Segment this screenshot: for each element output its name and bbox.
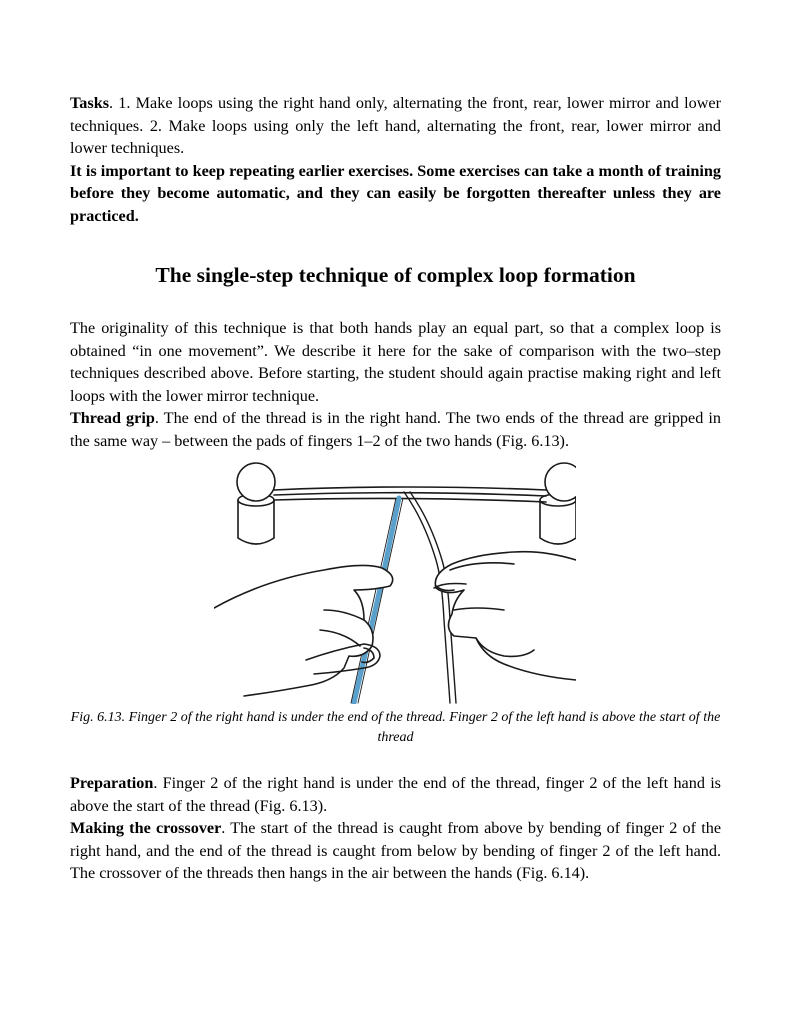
left-post-ball <box>237 463 275 501</box>
thread-grip-label: Thread grip <box>70 409 155 427</box>
hands-thread-illustration <box>214 460 576 704</box>
important-note-text: It is important to keep repeating earlier exercises. Some exercises can take a month of training before they become automatic, and they can easily be forgotten thereafter unless they are practiced. <box>70 161 721 225</box>
important-note <box>70 160 721 228</box>
document-page <box>70 92 721 885</box>
blue-thread-outline-b <box>358 498 403 703</box>
white-thread-loop-b <box>410 492 456 703</box>
crossover-label: Making the crossover <box>70 819 222 837</box>
section-title: The single-step technique of complex loop formation <box>155 263 636 287</box>
horizontal-thread-2 <box>274 493 546 496</box>
white-thread-loop <box>404 492 450 703</box>
figure-6-13 <box>70 460 721 704</box>
horizontal-thread-1 <box>274 487 546 490</box>
preparation-paragraph <box>70 772 721 817</box>
right-post-ball <box>545 463 576 501</box>
thread-grip-paragraph <box>70 407 721 452</box>
tasks-label: Tasks <box>70 94 110 112</box>
crossover-paragraph <box>70 817 721 885</box>
left-hand <box>214 565 393 696</box>
right-hand <box>435 552 576 680</box>
tasks-text: . 1. Make loops using the right hand only, alternating the front, rear, lower mirror and lower techniques. 2. Make loops using only the left hand, alternating the front, rear, lower mirror and lower techniques. <box>70 94 721 157</box>
figure-caption: Fig. 6.13. Finger 2 of the right hand is under the end of the thread. Finger 2 of the left hand is above the start of the thread <box>70 710 721 745</box>
preparation-text: . Finger 2 of the right hand is under the end of the thread, finger 2 of the left hand is above the start of the thread (Fig. 6.13). <box>70 774 721 815</box>
thread-grip-text: . The end of the thread is in the right hand. The two ends of the thread are gripped in the same way – between the pads of fingers 1–2 of the two hands (Fig. 6.13). <box>70 409 721 450</box>
preparation-label: Preparation <box>70 774 154 792</box>
tasks-paragraph <box>70 92 721 160</box>
crossover-text: . The start of the thread is caught from above by bending of finger 2 of the right hand, and the end of the thread is caught from below by bending of finger 2 of the left hand. The crossover of the threads then hangs in the air between the hands (Fig. 6.14). <box>70 819 722 882</box>
intro-paragraph: The originality of this technique is that both hands play an equal part, so that a complex loop is obtained “in one movement”. We describe it here for the sake of comparison with the two–step techniques described above. Before starting, the student should again practise making right and left loops with the lower mirror technique. <box>70 319 721 405</box>
